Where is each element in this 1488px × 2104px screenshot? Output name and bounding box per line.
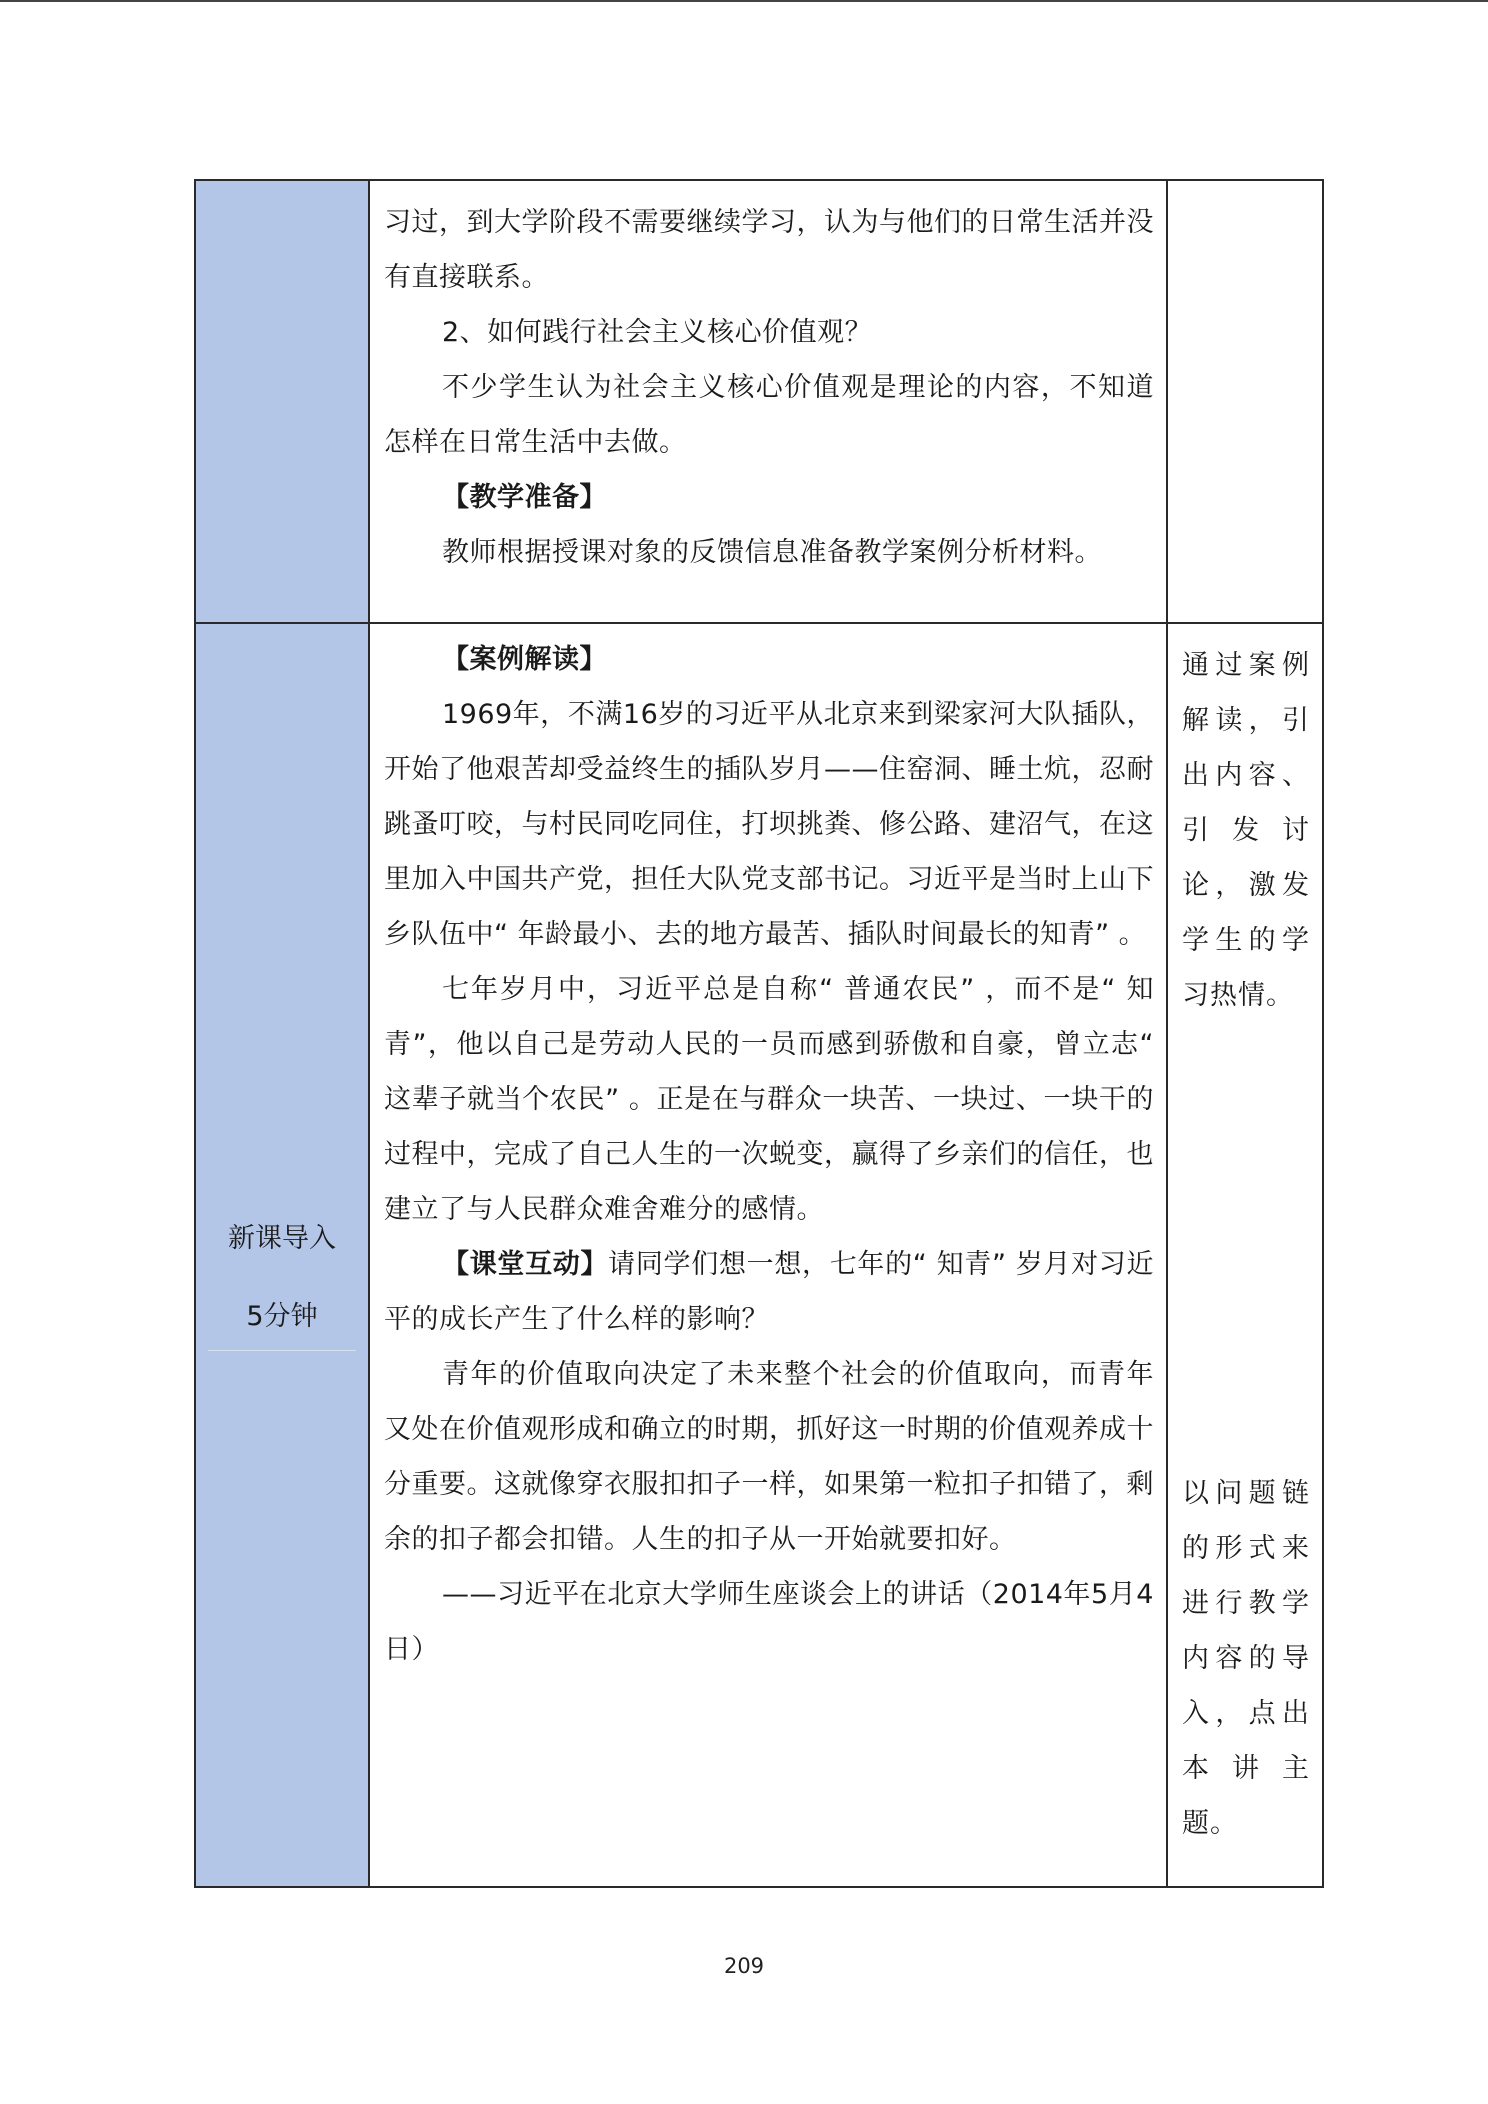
section-label: 新课导入: [228, 1222, 336, 1254]
interaction-text: 请同学们想一想，七年的“ 知青” 岁月对习近平的成长产生了什么样的影响？: [384, 1249, 1155, 1335]
paragraph-interaction: [384, 1237, 1154, 1347]
paragraph-quote: 青年的价值取向决定了未来整个社会的价值取向，而青年又处在价值观形成和确立的时期，抓好这一时期的价值观养成十分重要。这就像穿衣服扣扣子一样，如果第一粒扣子扣错了，剩余的扣子都会扣错。人生的扣子从一开始就要扣好。: [384, 1359, 1154, 1555]
paragraph-preparation: 教师根据授课对象的反馈信息准备教学案例分析材料。: [442, 537, 1102, 568]
section-heading-preparation: 【教学准备】: [442, 482, 607, 513]
quote-source: ——习近平在北京大学师生座谈会上的讲话（2014年5月4日）: [384, 1579, 1154, 1665]
section-heading-interaction: 【课堂互动】: [442, 1249, 609, 1280]
duration-label: 5分钟: [246, 1300, 318, 1332]
teaching-note-2: 以问题链的形式来进行教学内容的导入，点出本讲主题。: [1182, 1478, 1310, 1839]
label-cell-empty: [195, 180, 369, 623]
content-cell-intro: [369, 623, 1167, 1887]
table-row-preparation: [195, 180, 1323, 623]
label-underline: [208, 1350, 356, 1351]
content-cell-preparation: [369, 180, 1167, 623]
paragraph-case-2: 七年岁月中，习近平总是自称“ 普通农民” ，而不是“ 知青”，他以自己是劳动人民的一员而感到骄傲和自豪，曾立志“ 这辈子就当个农民” 。正是在与群众一块苦、一块过、一块干的过程中，完成了自己人生的一次蜕变，赢得了乡亲们的信任，也建立了与人民群众难舍难分的感情。: [384, 974, 1154, 1225]
label-cell-intro: [195, 623, 369, 1887]
page-number: 209: [723, 1954, 765, 1978]
paragraph-question-answer: 不少学生认为社会主义核心价值观是理论的内容，不知道怎样在日常生活中去做。: [384, 372, 1154, 458]
note-cell-empty: [1167, 180, 1323, 623]
question-heading: 2、如何践行社会主义核心价值观？: [442, 317, 873, 348]
note-cell-intro: [1167, 623, 1323, 1887]
paragraph-continuation: 习过，到大学阶段不需要继续学习，认为与他们的日常生活并没有直接联系。: [384, 207, 1154, 293]
table-row-intro: [195, 623, 1323, 1887]
lesson-plan-table: [194, 179, 1324, 1888]
section-heading-case: 【案例解读】: [442, 644, 607, 675]
top-border-line: [0, 0, 1488, 2]
teaching-note-1: 通过案例解读，引出内容、引发讨论，激发学生的学习热情。: [1182, 650, 1310, 1011]
paragraph-case-1: 1969年，不满16岁的习近平从北京来到梁家河大队插队，开始了他艰苦却受益终生的插队岁月——住窑洞、睡土炕，忍耐跳蚤叮咬，与村民同吃同住，打坝挑粪、修公路、建沼气，在这里加入中国共产党，担任大队党支部书记。习近平是当时上山下乡队伍中“ 年龄最小、去的地方最苦、插队时间最长的知青” 。: [384, 699, 1154, 950]
